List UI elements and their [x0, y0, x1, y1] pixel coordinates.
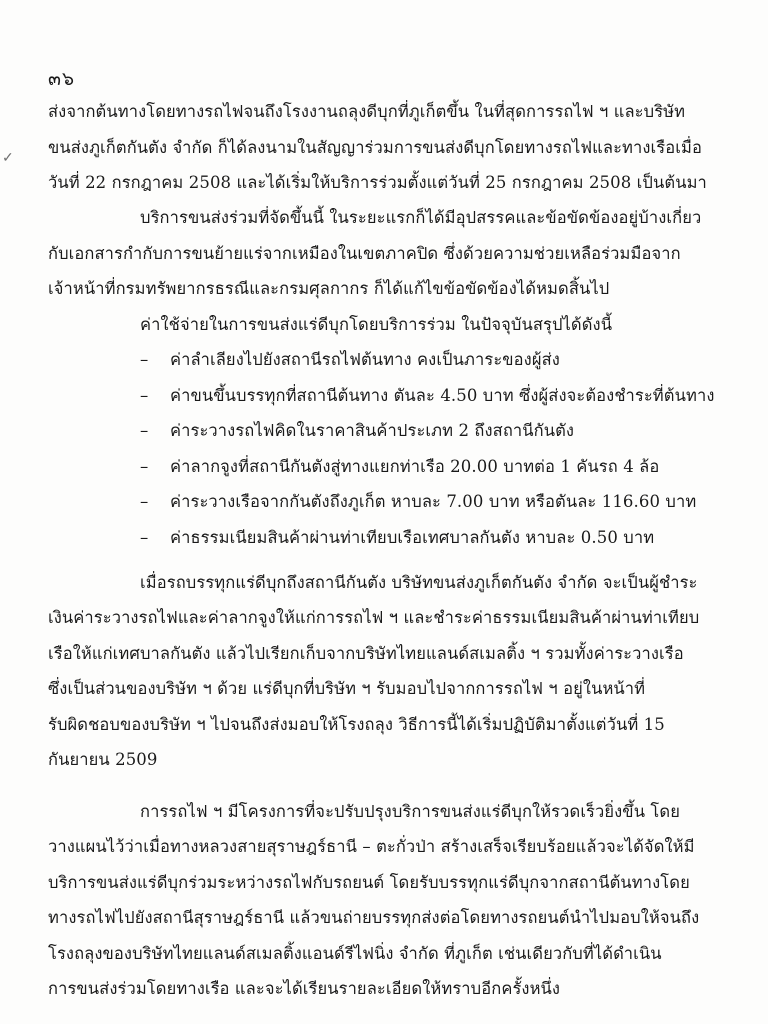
cost-item-text: ค่าระวางรถไฟคิดในราคาสินค้าประเภท 2 ถึงสถานีกันตัง: [170, 421, 575, 440]
text-line: เงินค่าระวางรถไฟและค่าลากจูงให้แก่การรถไฟ ฯ และชำระค่าธรรมเนียมสินค้าผ่านท่าเทียบ: [48, 608, 700, 627]
text-line: เมื่อรถบรรทุกแร่ดีบุกถึงสถานีกันตัง บริษัทขนส่งภูเก็ตกันตัง จำกัด จะเป็นผู้ชำระ: [140, 573, 698, 592]
cost-item-text: ค่าขนขึ้นบรรทุกที่สถานีต้นทาง ตันละ 4.50 บาท ซึ่งผู้ส่งจะต้องชำระที่ต้นทาง: [170, 386, 715, 405]
cost-item: [140, 455, 659, 479]
text-line: ซึ่งเป็นส่วนของบริษัท ฯ ด้วย แร่ดีบุกที่บริษัท ฯ รับมอบไปจากการรถไฟ ฯ อยู่ในหน้าที่: [48, 679, 646, 698]
cost-item: [140, 348, 560, 372]
dash-bullet: –: [140, 492, 149, 511]
text-line: บริการขนส่งร่วมที่จัดขึ้นนี้ ในระยะแรกก็ได้มีอุปสรรคและข้อขัดข้องอยู่บ้างเกี่ยว: [140, 208, 702, 227]
dash-bullet: –: [140, 528, 149, 547]
text-line: กันยายน 2509: [48, 750, 158, 769]
page-number: ๓๖: [48, 68, 76, 90]
text-line: บริการขนส่งแร่ดีบุกร่วมระหว่างรถไฟกับรถยนต์ โดยรับบรรทุกแร่ดีบุกจากสถานีต้นทางโดย: [48, 873, 690, 892]
text-line: เจ้าหน้าที่กรมทรัพยากรธรณีและกรมศุลกากร ก็ได้แก้ไขข้อขัดข้องได้หมดสิ้นไป: [48, 279, 610, 298]
text-line: โรงถลุงของบริษัทไทยแลนด์สเมลติ้งแอนด์รีไฟนิ่ง จำกัด ที่ภูเก็ต เช่นเดียวกับที่ได้ดำเนิน: [48, 944, 662, 963]
text-line: ส่งจากต้นทางโดยทางรถไฟจนถึงโรงงานถลุงดีบุกที่ภูเก็ตขึ้น ในที่สุดการรถไฟ ฯ และบริษัท: [48, 102, 686, 121]
text-line: ขนส่งภูเก็ตกันตัง จำกัด ก็ได้ลงนามในสัญญาร่วมการขนส่งดีบุกโดยทางรถไฟและทางเรือเมื่อ: [48, 138, 702, 157]
cost-item: [140, 490, 696, 514]
cost-item: [140, 526, 654, 550]
text-line: วันที่ 22 กรกฎาคม 2508 และได้เริ่มให้บริการร่วมตั้งแต่วันที่ 25 กรกฎาคม 2508 เป็นต้นมา: [48, 173, 707, 192]
text-line: การรถไฟ ฯ มีโครงการที่จะปรับปรุงบริการขนส่งแร่ดีบุกให้รวดเร็วยิ่งขึ้น โดย: [140, 802, 680, 821]
dash-bullet: –: [140, 457, 149, 476]
cost-item: [140, 419, 574, 443]
text-line: รับผิดชอบของบริษัท ฯ ไปจนถึงส่งมอบให้โรงถลุง วิธีการนี้ได้เริ่มปฏิบัติมาตั้งแต่วันที่ 15: [48, 715, 665, 734]
cost-item-text: ค่าลำเลียงไปยังสถานีรถไฟต้นทาง คงเป็นภาระของผู้ส่ง: [170, 350, 560, 369]
cost-intro: ค่าใช้จ่ายในการขนส่งแร่ดีบุกโดยบริการร่วม ในปัจจุบันสรุปได้ดังนี้: [140, 315, 613, 334]
cost-item-text: ค่าลากจูงที่สถานีกันตังสู่ทางแยกท่าเรือ 20.00 บาทต่อ 1 คันรถ 4 ล้อ: [170, 457, 660, 476]
text-line: กับเอกสารกำกับการขนย้ายแร่จากเหมืองในเขตภาคปิด ซึ่งด้วยความช่วยเหลือร่วมมือจาก: [48, 244, 681, 263]
dash-bullet: –: [140, 421, 149, 440]
text-line: ทางรถไฟไปยังสถานีสุราษฎร์ธานี แล้วขนถ่ายบรรทุกส่งต่อโดยทางรถยนต์นำไปมอบให้จนถึง: [48, 908, 700, 927]
text-line: วางแผนไว้ว่าเมื่อทางหลวงสายสุราษฎร์ธานี – ตะกั่วป่า สร้างเสร็จเรียบร้อยแล้วจะได้จัดให้มี: [48, 837, 695, 856]
text-line: การขนส่งร่วมโดยทางเรือ และจะได้เรียนรายละเอียดให้ทราบอีกครั้งหนึ่ง: [48, 979, 561, 998]
margin-check-mark: ✓: [2, 150, 14, 166]
cost-item: [140, 384, 714, 408]
cost-item-text: ค่าระวางเรือจากกันตังถึงภูเก็ต หาบละ 7.00 บาท หรือตันละ 116.60 บาท: [170, 492, 697, 511]
text-line: เรือให้แก่เทศบาลกันตัง แล้วไปเรียกเก็บจากบริษัทไทยแลนด์สเมลติ้ง ฯ รวมทั้งค่าระวางเรือ: [48, 644, 684, 663]
cost-item-text: ค่าธรรมเนียมสินค้าผ่านท่าเทียบเรือเทศบาลกันตัง หาบละ 0.50 บาท: [170, 528, 655, 547]
dash-bullet: –: [140, 350, 149, 369]
dash-bullet: –: [140, 386, 149, 405]
